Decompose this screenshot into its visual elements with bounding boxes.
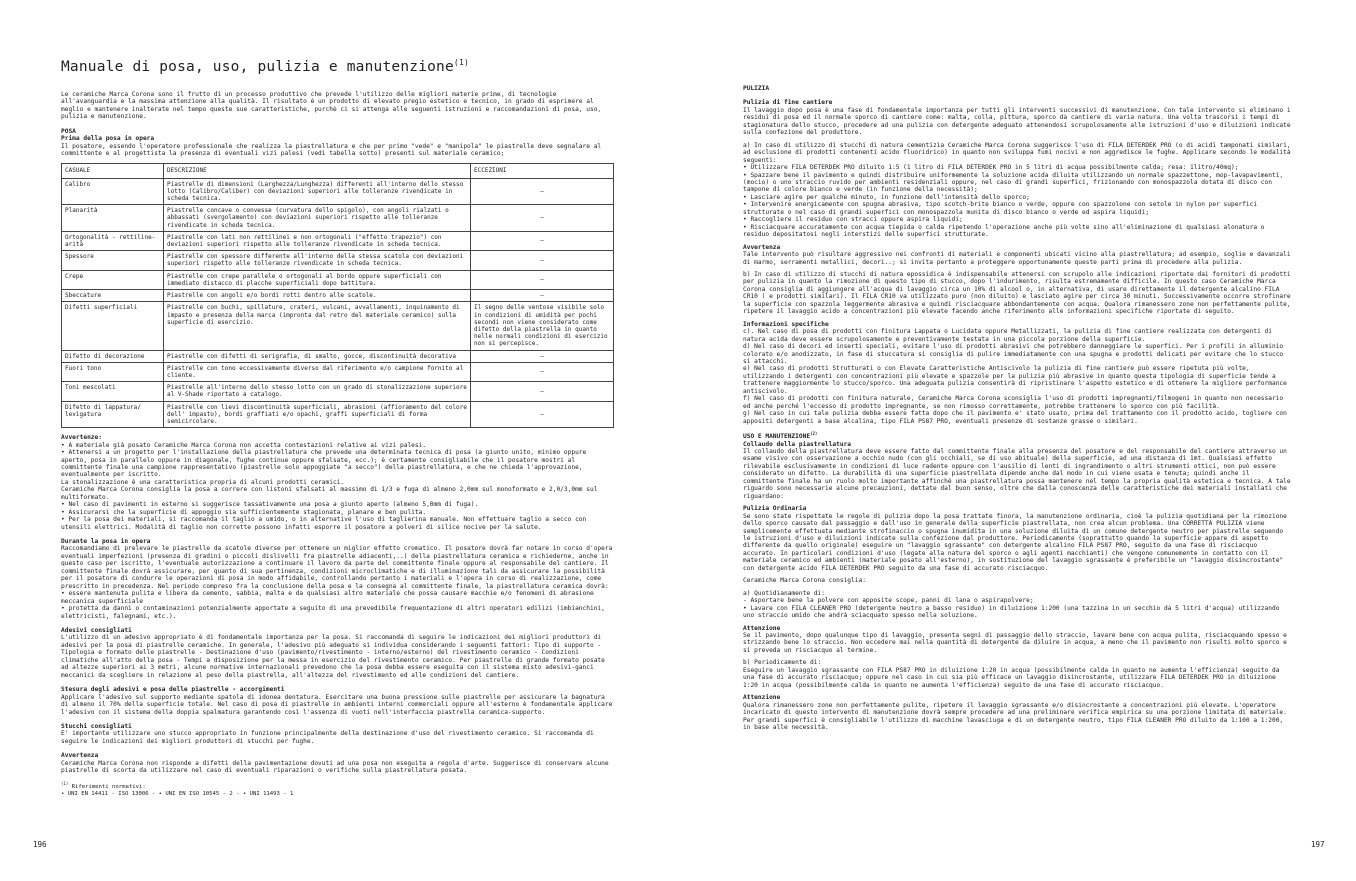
table-cell-casuale: Fuori tono xyxy=(62,362,164,381)
avvertenza1-paragraph: Tale intervento può risultare aggressivo nei confronti di materiali e componenti ubicati vicino alla piastrellatura; ad esempio, soglie e davanzali di marmo, serramenti metallici, decori..; si invita pertanto a proteggere opportunamente queste parti prima di procedere alla pulizia. xyxy=(743,251,1291,266)
quotidianamente-item: - Asportare bene la polvere con apposite scope, panni di lana o aspirapolvere; xyxy=(743,597,1034,605)
table-row xyxy=(62,270,614,289)
table-cell-eccezioni: – xyxy=(471,178,614,205)
table-cell-descrizione: Piastrelle di dimensioni (Larghezza/Lunghezza) differenti all'interno dello stesso lotto (Calibro/Caliber) con deviazioni superiori alle tolleranze rivendicate in scheda tecnica. xyxy=(164,178,471,205)
table-cell-eccezioni: – xyxy=(471,401,614,428)
table-row xyxy=(62,251,614,270)
durante-item: • essere mantenuta pulita e libera da cemento, sabbia, malta e da qualsiasi altro materiale che possa causare macchie e/o fenomeni di abrasione meccanica superficiale xyxy=(61,590,594,605)
table-cell-eccezioni: – xyxy=(471,362,614,381)
left-column xyxy=(61,58,614,798)
cementizia-item: • Utilizzare FILA DETERDEK PRO diluito 1:5 (1 litro di FILA DETERDEK PRO in 5 litri di acqua possibilmente calda; resa: 1litro/40mq); xyxy=(743,164,1239,172)
table-cell-descrizione: Piastrelle con lievi discontinuità superficiali, abrasioni (affioramento del colore dell' impasto), bordi graffiati e/o opachi, graffi superficiali di forma semicircolare. xyxy=(164,401,471,428)
attenzione2-heading: Attenzione xyxy=(743,694,781,702)
durante-item: • protetta da danni o contaminazioni potenzialmente apportate a seguito di una prevedibile frequentazione di altri operatori edilizi (imbianchini, elettricisti, falegnami, etc.). xyxy=(61,605,605,620)
posa-heading: POSA xyxy=(61,127,76,135)
stesura-heading: Stesura degli adesivi e posa delle piastrelle - accorgimenti xyxy=(61,686,285,694)
avvertenze-item: La stonalizzazione è una caratteristica propria di alcuni prodotti ceramici. xyxy=(61,478,345,486)
quotidianamente-item: • Lavare con FILA CLEANER PRO (detergente neutro a basso residuo) in diluizione 1:200 (una tazzina in un secchio da 5 litri d'acqua) utilizzando uno straccio umido che andrà sciacquato spesso nella soluzione. xyxy=(743,604,1280,620)
table-cell-casuale: Calibro xyxy=(62,178,164,205)
prima-paragraph: Il posatore, essendo l'operatore professionale che realizza la piastrellatura e che per primo "vede" e "manipola" le piastrelle deve segnalare al committente e al progettista la presenza di eventuali vizi palesi (vedi tabella sotto) presenti sul materiale ceramico; xyxy=(61,142,602,157)
right-column xyxy=(743,85,1291,731)
table-cell-casuale: Difetto di decorazione xyxy=(62,350,164,362)
table-cell-eccezioni: – xyxy=(471,231,614,250)
table-cell-eccezioni: – xyxy=(471,205,614,232)
avvertenza1-heading: Avvertenza xyxy=(743,243,781,251)
page-number-left: 196 xyxy=(33,840,47,849)
durante-paragraph: Raccomandiamo di prelevare le piastrelle da scatole diverse per ottenere un miglior effetto cromatico. Il posatore dovrà far notare in corso d'opera eventuali imperfezioni (presenza di gradini o piccoli dislivelli fra piastrelle adiacenti,..) della piastrellatura ceramica e richiederne, anche in questo caso per iscritto, l'eventuale autorizzazione a continuare il lavoro da parte del committente finale oppure al responsabile del cantiere. Il committente finale dovrà assicurare, per quanto di sua pertinenza, condizioni microclimatiche e di illuminazione tali da assicurare la possibilità per il posatore di condurre le operazioni di posa in modo affidabile, controllando pertanto i materiali e l'opera in corso di realizzazione, come prescritto in precedenza. Nel periodo compreso fra la conclusione della posa e la consegna al committente finale, la piastrellatura ceramica dovrà: xyxy=(61,545,613,590)
intro-paragraph: Le ceramiche Marca Corona sono il frutto di un processo produttivo che prevede l'utilizzo delle migliori materie prime, di tecnologie all'avanguardia e la massima attenzione alla qualità. Il risultato è un prodotto di elevato pregio estetico e tecnico, in grado di esprimere al meglio e mantenere inalterate nel tempo queste sue caratteristiche, purchè ci si attenga alle seguenti istruzioni e raccomandazioni di posa, uso, pulizia e manutenzione. xyxy=(61,90,602,121)
table-cell-descrizione: Piastrelle con tono eccessivamente diverso dal riferimento e/o campione fornito al cliente. xyxy=(164,362,471,381)
info-item: f) Nel caso di prodotti con finitura naturale, Ceramiche Marca Corona sconsiglia l'uso di prodotti impregnanti/filmogeni in quanto non necessario ed anche perché l'eccesso di prodotto impregnante, se non rimosso correttamente, potrebbe trattenere lo sporco con più facilità. xyxy=(743,395,1284,410)
table-header-casuale: CASUALE xyxy=(62,164,164,178)
cementizia-item: • Raccogliere il residuo con stracci oppure aspira liquidi; xyxy=(743,216,963,224)
table-header-descrizione: DESCRIZIONE xyxy=(164,164,471,178)
attenzione1-paragraph: Se il pavimento, dopo qualunque tipo di lavaggio, presenta segni di passaggio dello straccio, lavare bene con acqua pulita, risciacquando spesso e strizzando bene lo straccio. Non eccedere mai nella quantità di detergente da diluire in acqua, a meno che il pavimento non risulti molto sporco e si preveda un risciacquo al termine. xyxy=(743,631,1287,654)
left-page xyxy=(0,0,640,881)
uso-footnote-mark: (2) xyxy=(810,431,818,437)
table-cell-descrizione: Piastrelle concave o convesse (curvatura dello spigolo), con angoli rialzati o abbassati (svergolamento) con deviazioni superiori rispetto alle tolleranze rivendicate in scheda tecnica. xyxy=(164,205,471,232)
table-cell-descrizione: Piastrelle con lati non rettilinei e non ortogonali ("effetto trapezio") con deviazioni superiori rispetto alle tolleranze rivendicate in scheda tecnica. xyxy=(164,231,471,250)
fine-cantiere-paragraph: Il lavaggio dopo posa è una fase di fondamentale importanza per tutti gli interventi successivi di manutenzione. Con tale intervento si eliminano i residui di posa ed il normale sporco di cantiere come: malta, colla, pittura, sporco da cantiere di varia natura. Una volta trascorsi i tempi di stagionatura dello stucco, procedere ad una pulizia con detergente adeguato attenendosi scrupolosamente alle istruzioni d'uso e diluizioni indicate sulla confezione del produttore. xyxy=(743,106,1291,137)
table-row xyxy=(62,401,614,428)
consiglia-line: Ceramiche Marca Corona consiglia: xyxy=(743,577,866,585)
table-cell-casuale: Planarità xyxy=(62,205,164,232)
right-page xyxy=(700,0,1356,881)
table-cell-descrizione: Piastrelle con spessore differente all'interno della stessa scatola con deviazioni superiori rispetto alle tolleranze rivendicate in scheda tecnica. xyxy=(164,251,471,270)
quotidianamente-heading: a) Quotidianamente di: xyxy=(743,589,825,597)
cementizia-item: • Intervenire energicamente con spugna abrasiva, tipo scotch-brite bianco o verde, oppure con spazzolone con setole in nylon per superfici strutturate o nel caso di grandi superfici con monospazzola munita di disco bianco o verde ed aspira liquidi; xyxy=(743,201,1258,216)
table-cell-eccezioni: – xyxy=(471,350,614,362)
periodicamente-paragraph: Eseguire un lavaggio sgrassante con FILA PS87 PRO in diluizione 1:20 in acqua (possibilmente calda in quanto ne aumenta l'efficienza) seguito da una fase di accurato risciacquo; oppure nel caso in cui sia più efficace un lavaggio disincrostante, utilizzare FILA DETERDEK PRO in diluizione 1:20 in acqua (possibilmente calda in quanto ne aumenta l'efficienza) seguito da una fase di accurato risciacquo. xyxy=(743,666,1280,689)
stucchi-heading: Stucchi consigliati xyxy=(61,723,132,730)
info-item: e) Nel caso di prodotti Strutturati o con Elevate Caratteristiche Antiscivolo la pulizia di fine cantiere può essere ripetuta più volte, utilizzando i detergenti con concentrazioni più elevate e spazzole per la pulizia più abrasive in quanto questa tipologia di superficie tende a trattenere maggiormente lo stucco/sporco. Una adeguata pulizia consentirà di ripristinare l'aspetto estetico e di ottenere la migliore performance antiscivolo. xyxy=(743,365,1287,395)
uso-heading: USO E MANUTENZIONE$^{(2)}$ xyxy=(743,431,818,441)
epossidica-paragraph: b) In caso di utilizzo di stucchi di natura epossidica è indispensabile attenersi con scrupolo alle indicazioni riportate dai fornitori di prodotti per pulizia in quanto la rimozione di questo tipo di stucco, dopo l'indurimento, risulta estremamente difficile. In questo caso Ceramiche Marca Corona consiglia di aggiungere all'acqua di lavaggio circa un 10% di alcool o, in alternativa, di usare direttamente il detergente alcalino FILA CR10 ( e prodotti similari). Il FILA CR10 va utilizzato puro (non diluito) e lasciato agire per circa 30 minuti. Successivamente occorre strofinare la superficie con spazzola leggermente abrasiva e quindi risciacquare abbondantemente con acqua. Qualora rimanessero zone non perfettamente pulite, ripetere il lavaggio acido a concentrazioni più elevate facendo anche riferimento alle informazioni specifiche riportate di seguito. xyxy=(743,270,1291,316)
table-cell-descrizione: Piastrelle con buchi, spillature, crateri, vulcani, avvallamenti, inquinamento di impasto e presenza della marca (impronta dal retro del materiale ceramico) sulla superficie di esercizio. xyxy=(164,302,471,350)
adesivi-paragraph: L'utilizzo di un adesivo appropriato è di fondamentale importanza per la posa. Si raccomanda di seguire le indicazioni dei migliori produttori di adesivi per la posa di piastrelle ceramiche. In generale, l'adesivo più adeguato si individua considerando i seguenti fattori: Tipo di supporto - Tipologia e formato delle piastrelle - Destinazione d'uso (pavimento/rivestimento - interno/esterno) del rivestimento ceramico - Condizioni climatiche all'atto della posa - Tempi a disposizione per la messa in esercizio del rivestimento ceramico. Per piastrelle di grande formato posate ad altezze superiori ai 3 metri, alcune normative internazionali prevedono che la posa debba essere eseguita con il sistema misto adesivi-ganci meccanici da scegliere in relazione al peso della piastrella, all'altezza del rivestimento ed alle condizioni del cantiere. xyxy=(61,634,605,679)
info-heading: Informazioni specifiche xyxy=(743,320,829,328)
prima-heading: Prima della posa in opera xyxy=(61,135,155,143)
avvertenze-item: • A materiale già posato Ceramiche Marca Corona non accetta contestazioni relative ai vizi palesi. xyxy=(61,441,427,449)
page-number-right: 197 xyxy=(1311,840,1325,849)
table-row xyxy=(62,382,614,401)
ordinaria-heading: Pulizia Ordinaria xyxy=(743,505,807,513)
table-row xyxy=(62,302,614,350)
info-item: g) Nel caso in cui tale pulizia debba essere fatta dopo che il pavimento e' stato usato, prima del trattamento con il prodotto acido, togliere con appositi detergenti a base alcalina, tipo FILA PS87 PRO, eventuali presenze di sostanze grasse o similari. xyxy=(743,410,1287,425)
avvertenza-paragraph: Ceramiche Marca Corona non risponde a difetti della pavimentazione dovuti ad una posa non eseguita a regola d'arte. Suggerisce di conservare alcune piastrelle di scorta da utilizzare nel caso di eventuali riparazioni o verifiche sulla piastrellatura posata. xyxy=(61,759,609,775)
periodicamente-heading: b) Periodicamente di: xyxy=(743,659,822,667)
table-row xyxy=(62,290,614,302)
avvertenze-item: Ceramiche Marca Corona consiglia la posa a correre con listoni sfalsati al massimo di 1/3 e fuga di almeno 2,0mm sul monoformato e 2,0/3,0mm sul multiformato. xyxy=(61,486,598,501)
table-cell-casuale: Sbeccature xyxy=(62,290,164,302)
avvertenza-heading: Avvertenza xyxy=(61,752,99,760)
table-cell-casuale: Ortogonalità - rettiline-arità xyxy=(62,231,164,250)
title-footnote-mark: (1) xyxy=(453,58,469,67)
avvertenze-item: • Assicurarsi che la superficie di appoggio sia sufficientemente stagionata, planare e ben pulita. xyxy=(61,508,427,516)
table-row xyxy=(62,231,614,250)
table-cell-descrizione: Piastrelle con angoli e/o bordi rotti dentro alle scatole. xyxy=(164,290,471,302)
avvertenze-item: • Attenersi a un progetto per l'installazione della piastrellatura che prevede una determinata tecnica di posa (a giunto unito, minimo oppure aperto, posa in parallelo oppure in diagonale, fughe continue oppure sfalsate, ecc.); è certamente consigliabile che il posatore mostri al committente finale una campione rappresentativo (piastrelle solo appoggiate "a secco") della piastrellatura, e che ne chieda l'approvazione, eventualmente per iscritto. xyxy=(61,449,587,479)
collaudo-heading: Collaudo della piastrellatura xyxy=(743,440,852,448)
table-cell-descrizione: Piastrelle con crepe parallele o ortogonali al bordo oppure superficiali con immediato distacco di placche superficiali dopo battitura. xyxy=(164,270,471,289)
info-item: d) Nel caso di decori ed inserti speciali, evitare l'uso di prodotti abrasivi che potrebbero danneggiare le superfici. Per i profili in alluminio colorato e/o anodizzato, in fase di stuccatura si consiglia di pulire immediatamente con una spugna e prodotti delicati per evitare che lo stucco si attacchi. xyxy=(743,343,1284,365)
table-row xyxy=(62,350,614,362)
table-header-row xyxy=(62,164,614,178)
footnote-label: Riferimenti normativi: xyxy=(71,783,146,790)
cementizia-item: • Risciacquare accuratamente con acqua tiepida o calda ripetendo l'operazione anche più volte sino all'eliminazione di qualsiasi alonatura o residuo depositatosi negli interstizi delle superfici strutturate. xyxy=(743,223,1265,239)
table-header-eccezioni: ECCEZIONI xyxy=(471,164,614,178)
footnote-references: • UNI EN 14411 - ISO 13006 - • UNI EN ISO 10545 - 2 - • UNI 11493 - 1 xyxy=(61,790,294,797)
table-cell-casuale: Crepe xyxy=(62,270,164,289)
table-row xyxy=(62,362,614,381)
cementizia-paragraph: a) In caso di utilizzo di stucchi di natura cementizia Ceramiche Marca Corona suggerisce l'uso di FILA DETERDEK PRO (o di acidi tamponati similari, ad esclusione di prodotti contenenti acido fluoridrico) in quanto non sviluppa fumi nocivi e non aggredisce le fughe. Applicare secondo le modalità seguenti: xyxy=(743,141,1291,164)
table-cell-eccezioni: – xyxy=(471,290,614,302)
table-cell-descrizione: Piastrelle all'interno dello stesso lotto con un grado di stonalizzazione superiore al V-Shade riportato a catalogo. xyxy=(164,382,471,401)
stesura-paragraph: Applicare l'adesivo sul supporto mediante spatola di idonea dentatura. Esercitare una buona pressione sulle piastrelle per assicurare la bagnatura di almeno il 70% della superficie totale. Nel caso di posa di piastrelle in ambienti interni commerciali oppure all'esterno è fondamentale applicare l'adesivo con il sistema della doppia spalmatura garantendo così l'assenza di vuoti nell'interfaccia piastrella ceramica-supporto. xyxy=(61,693,613,716)
cementizia-item: • Lasciare agire per qualche minuto, in funzione dell'intensità dello sporco; xyxy=(743,193,1030,201)
info-item: c). Nel caso di posa di prodotti con finitura Lappata o Lucidata oppure Metallizzati, la pulizia di fine cantiere realizzata con detergenti di natura acida deve essere scrupolosamente e preventivamente testata in una piccola porzione della superficie. xyxy=(743,328,1272,343)
table-row xyxy=(62,205,614,232)
footnote-mark: (1) xyxy=(61,780,69,786)
avvertenze-item: • Nel caso di pavimenti in esterno si suggerisce tassativamente una posa a giunto aperto (almeno 5,0mm di fuga). xyxy=(61,501,479,509)
attenzione1-heading: Attenzione xyxy=(743,624,781,632)
pulizia-heading: PULIZIA xyxy=(743,85,770,92)
table-cell-casuale: Spessore xyxy=(62,251,164,270)
durante-heading: Durante la posa in opera xyxy=(61,538,151,546)
table-cell-eccezioni: – xyxy=(471,382,614,401)
table-cell-casuale: Difetto di lappatura/ levigatura xyxy=(62,401,164,428)
attenzione2-paragraph: Qualora rimanessero zone non perfettamente pulite, ripetere il lavaggio sgrassante e/o disincrostante a concentrazioni più elevate. L'operatore incaricato di questo intervento di manutenzione dovrà sempre procedere ad una preliminare verifica empirica su una porzione limitata di materiale. Per grandi superfici è consigliabile l'utilizzo di macchine lavasciuga e di un detergente neutro, tipo FILA CLEANER PRO diluito da 1:100 a 1:200, in base alle necessità. xyxy=(743,701,1287,731)
stucchi-paragraph: E' importante utilizzare uno stucco appropriato in funzione principalmente della destinazione d'uso del rivestimento ceramico. Si raccomanda di seguire le indicazioni dei migliori produttori di stucchi per fughe. xyxy=(61,730,594,745)
ordinaria-paragraph: Se sono state rispettate le regole di pulizia dopo la posa trattate finora, la manutenzione ordinaria, cioè la pulizia quotidiana per la rimozione dello sporco causato dal passaggio e dall'uso in generale della superficie piastrellata, non crea alcun problema. Una CORRETTA PULIZIA viene semplicemente effettuata mediante strofinaccio o spugna inumidita in una soluzione diluita di un comune detergente neutro per piastrelle seguendo le istruzioni d'uso e diluizioni indicate sulla confezione dal produttore. Periodicamente (soprattutto quando la superficie appare di aspetto differente da quello originale) eseguire un "lavaggio sgrassante" con detergente alcalino FILA PS87 PRO, seguito da una fase di risciacquo accurato. In particolari condizioni d'uso (legate alla natura del sporco o agli agenti macchianti) che vengono comunemente in contatto con il materiale ceramico ed ambienti (materiale posato all'esterno), in sostituzione del lavaggio sgrassante è preferibile un "lavaggio disincrostante" con detergente acido FILA DETERDEK PRO seguito da una fase di accurato risciacquo. xyxy=(743,512,1287,572)
avvertenze-heading: Avvertenze: xyxy=(61,434,102,442)
cementizia-item: • Spazzare bene il pavimento e quindi distribuire uniformemente la soluzione acida diluita utilizzando un normale spazzettone, mop-lavapavimenti, (mocio) o uno straccio ruvido per ambienti residenziali oppure, nel caso di grandi superfici, frizionando con monospazzola dotata di disco con tampone di colore bianco e verde (in funzione della necessità); xyxy=(743,171,1284,194)
table-row xyxy=(62,178,614,205)
table-cell-eccezioni: Il segno delle ventose visibile solo in condizioni di umidità per pochi secondi non viene considerato come difetto della piastrella in quanto nelle normali condizioni di esercizio non si percepisce. xyxy=(471,302,614,350)
fine-cantiere-heading: Pulizia di fine cantiere xyxy=(743,99,833,107)
footnote xyxy=(61,780,614,791)
table-cell-casuale: Difetti superficiali xyxy=(62,302,164,350)
table-cell-descrizione: Piastrelle con difetti di serigrafia, di smalto, gocce, discontinuità decorativa xyxy=(164,350,471,362)
avvertenze-item: • Per la posa dei materiali, si raccomanda il taglio a umido, o in alternative l'uso di taglierina manuale. Non effettuare taglio a secco con utensili elettrici. Modalità di taglio non corrette possono infatti esporre il posatore a polveri di silice nocive per la salute. xyxy=(61,516,587,531)
table-cell-eccezioni: – xyxy=(471,251,614,270)
table-cell-casuale: Toni mescolati xyxy=(62,382,164,401)
collaudo-paragraph: Il collaudo della piastrellatura deve essere fatto dal committente finale alla presenza del posatore e del responsabile del cantiere attraverso un esame visivo con osservazione a occhio nudo (con gli occhiali, se di uso abituale) della superficie, ad una distanza di 1mt. Qualsiasi effetto rilevabile esclusivamente in condizioni di luce radente oppure con l'ausilio di lenti di ingrandimento o altri strumenti ottici, non può essere considerato un difetto. La durabilità di una superficie piastrellata dipende anche dal modo in cui viene usata e tenuta; quindi anche il committente finale ha un ruolo molto importante affinché una piastrellatura possa mantenere nel tempo la propria qualità estetica e tecnica. A tale riguardo sono necessarie alcune precauzioni, dettate dal buon senso, oltre che dalla conoscenza delle caratteristiche dei materiali installati che riguardano: xyxy=(743,448,1291,500)
page-title: Manuale di posa, uso, pulizia e manutenzione$^{(1)}$ xyxy=(61,58,469,75)
table-cell-eccezioni: – xyxy=(471,270,614,289)
defects-table xyxy=(61,163,614,428)
adesivi-heading: Adesivi consigliati xyxy=(61,627,132,635)
